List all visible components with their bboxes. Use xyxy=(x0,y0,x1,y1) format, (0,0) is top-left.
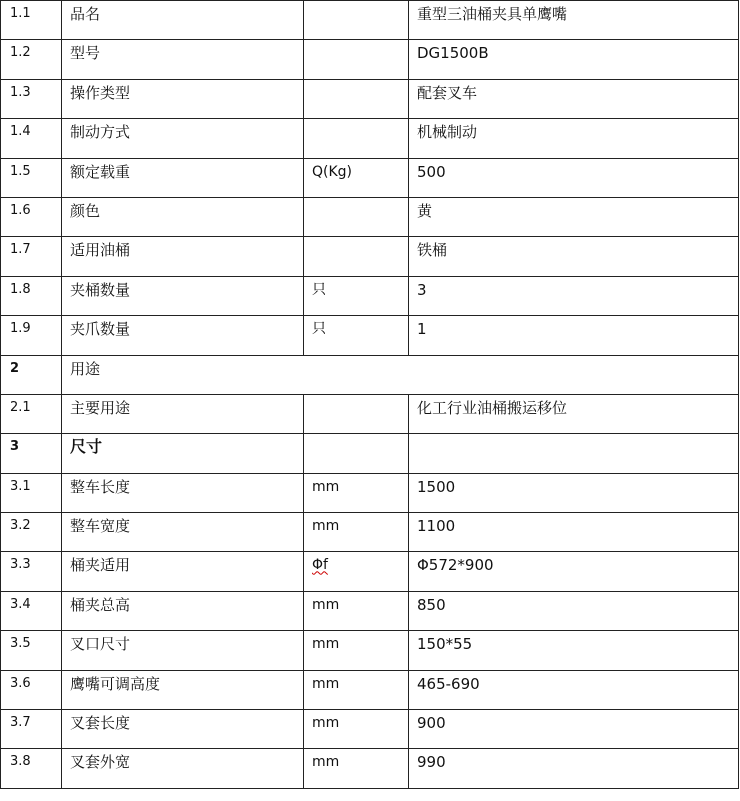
unit-cell-text: mm xyxy=(312,478,340,495)
item-name-cell xyxy=(62,434,304,473)
item-name-cell-text: 叉套外宽 xyxy=(70,753,131,772)
value-cell xyxy=(409,749,739,788)
value-cell-text: 配套叉车 xyxy=(417,83,478,102)
item-name-cell xyxy=(62,276,304,315)
value-cell xyxy=(409,670,739,709)
value-cell-text: 重型三油桶夹具单鹰嘴 xyxy=(417,5,568,23)
item-name-cell xyxy=(62,591,304,630)
table-row xyxy=(1,670,739,709)
item-number-cell-text: 3.4 xyxy=(10,596,31,612)
item-number-cell xyxy=(1,631,62,670)
unit-cell xyxy=(304,552,409,591)
unit-cell-text: mm xyxy=(312,596,340,613)
unit-cell xyxy=(304,473,409,512)
item-number-cell-text: 1.2 xyxy=(10,45,31,61)
item-name-cell xyxy=(62,158,304,197)
item-number-cell-text: 1.8 xyxy=(10,281,31,297)
item-name-cell xyxy=(62,710,304,749)
item-number-cell xyxy=(1,513,62,552)
item-number-cell xyxy=(1,394,62,433)
unit-cell xyxy=(304,749,409,788)
unit-cell-text: mm xyxy=(312,636,340,653)
value-cell xyxy=(409,631,739,670)
value-cell-text: 150*55 xyxy=(417,635,473,654)
value-cell-text: 铁桶 xyxy=(417,241,448,260)
item-name-cell-text: 品名 xyxy=(70,5,101,23)
item-number-cell-text: 1.1 xyxy=(10,6,31,21)
item-name-cell-text: 整车长度 xyxy=(70,477,131,496)
item-name-cell xyxy=(62,237,304,276)
value-cell-text: 3 xyxy=(417,280,427,299)
item-name-cell-text: 整车宽度 xyxy=(70,517,131,536)
item-name-cell-text: 鹰嘴可调高度 xyxy=(70,674,161,693)
table-row xyxy=(1,434,739,473)
item-number-cell-text: 3.1 xyxy=(10,478,31,494)
item-number-cell-text: 1.6 xyxy=(10,202,31,218)
item-name-cell xyxy=(62,670,304,709)
value-cell xyxy=(409,1,739,40)
item-number-cell xyxy=(1,158,62,197)
item-name-cell xyxy=(62,79,304,118)
value-cell-text: DG1500B xyxy=(417,44,489,63)
unit-cell xyxy=(304,394,409,433)
item-number-cell-text: 3 xyxy=(10,439,20,455)
unit-cell-text: mm xyxy=(312,675,340,692)
table-row xyxy=(1,473,739,512)
table-row xyxy=(1,119,739,158)
item-number-cell xyxy=(1,473,62,512)
value-cell-text: 机械制动 xyxy=(417,123,478,142)
value-cell xyxy=(409,394,739,433)
item-name-cell-text: 主要用途 xyxy=(70,398,131,417)
item-number-cell xyxy=(1,197,62,236)
item-name-cell-text: 夹桶数量 xyxy=(70,280,131,299)
item-name-cell-text: 颜色 xyxy=(70,201,101,220)
unit-cell-text: 只 xyxy=(312,281,326,298)
value-cell xyxy=(409,473,739,512)
value-cell-text: 500 xyxy=(417,162,446,181)
table-row xyxy=(1,591,739,630)
table-row xyxy=(1,237,739,276)
item-number-cell-text: 1.7 xyxy=(10,242,31,258)
item-name-cell-text: 适用油桶 xyxy=(70,241,131,260)
item-name-cell xyxy=(62,40,304,79)
value-cell-text: 990 xyxy=(417,753,446,772)
item-number-cell xyxy=(1,355,62,394)
value-cell xyxy=(409,591,739,630)
value-cell-text: 黄 xyxy=(417,201,433,220)
unit-cell xyxy=(304,237,409,276)
table-row xyxy=(1,1,739,40)
item-name-cell-text: 型号 xyxy=(70,44,101,63)
unit-cell xyxy=(304,316,409,355)
item-number-cell xyxy=(1,434,62,473)
unit-cell-text: mm xyxy=(312,754,340,771)
item-number-cell xyxy=(1,552,62,591)
item-name-cell-text: 桶夹适用 xyxy=(70,556,131,575)
table-row xyxy=(1,40,739,79)
item-number-cell xyxy=(1,670,62,709)
table-row xyxy=(1,79,739,118)
item-name-cell-text: 制动方式 xyxy=(70,123,131,142)
value-cell xyxy=(409,513,739,552)
value-cell xyxy=(409,276,739,315)
item-number-cell-text: 1.3 xyxy=(10,84,31,100)
unit-cell xyxy=(304,710,409,749)
item-name-cell xyxy=(62,552,304,591)
item-name-cell-text: 操作类型 xyxy=(70,83,131,102)
value-cell xyxy=(409,79,739,118)
item-number-cell xyxy=(1,237,62,276)
item-number-cell-text: 3.8 xyxy=(10,754,31,770)
item-number-cell-text: 3.3 xyxy=(10,557,31,573)
item-name-cell-text: 叉口尺寸 xyxy=(70,635,131,654)
unit-cell xyxy=(304,79,409,118)
item-number-cell-text: 1.5 xyxy=(10,163,31,179)
unit-cell xyxy=(304,513,409,552)
value-cell xyxy=(409,119,739,158)
unit-cell xyxy=(304,276,409,315)
table-row xyxy=(1,394,739,433)
value-cell xyxy=(409,158,739,197)
item-name-cell-text: 桶夹总高 xyxy=(70,595,131,614)
unit-cell-text: Q(Kg) xyxy=(312,163,353,180)
item-number-cell-text: 1.9 xyxy=(10,321,31,337)
value-cell xyxy=(409,434,739,473)
item-name-cell xyxy=(62,119,304,158)
value-cell xyxy=(409,237,739,276)
table-row xyxy=(1,749,739,788)
item-name-cell-text: 用途 xyxy=(70,359,101,378)
value-cell-text: 850 xyxy=(417,595,446,614)
unit-cell-text: mm xyxy=(312,715,340,732)
table-row xyxy=(1,197,739,236)
unit-cell xyxy=(304,1,409,40)
item-number-cell xyxy=(1,710,62,749)
unit-cell xyxy=(304,197,409,236)
item-number-cell-text: 2.1 xyxy=(10,399,31,415)
item-number-cell xyxy=(1,276,62,315)
value-cell-text: Φ572*900 xyxy=(417,556,494,575)
unit-cell xyxy=(304,158,409,197)
item-number-cell xyxy=(1,1,62,40)
item-number-cell xyxy=(1,591,62,630)
unit-cell xyxy=(304,40,409,79)
item-name-cell-text: 额定载重 xyxy=(70,162,131,181)
item-number-cell-text: 1.4 xyxy=(10,124,31,140)
table-row xyxy=(1,552,739,591)
item-number-cell-text: 3.6 xyxy=(10,675,31,691)
value-cell xyxy=(409,552,739,591)
unit-cell xyxy=(304,434,409,473)
value-cell xyxy=(409,710,739,749)
unit-cell-text: mm xyxy=(312,518,340,535)
value-cell-text: 1100 xyxy=(417,517,456,536)
item-name-cell xyxy=(62,473,304,512)
table-row xyxy=(1,513,739,552)
item-number-cell-text: 2 xyxy=(10,360,20,376)
item-name-cell xyxy=(62,631,304,670)
item-number-cell-text: 3.7 xyxy=(10,715,31,731)
item-number-cell xyxy=(1,119,62,158)
value-cell-text: 900 xyxy=(417,714,446,733)
value-cell xyxy=(409,316,739,355)
value-cell-text: 1500 xyxy=(417,477,456,496)
item-number-cell-text: 3.5 xyxy=(10,636,31,652)
table-row xyxy=(1,631,739,670)
item-name-cell xyxy=(62,197,304,236)
item-name-cell xyxy=(62,316,304,355)
item-name-cell-text: 尺寸 xyxy=(70,437,103,457)
unit-cell-text: Φf xyxy=(312,557,328,574)
table-row xyxy=(1,158,739,197)
value-cell-text: 化工行业油桶搬运移位 xyxy=(417,398,568,417)
value-cell-text: 1 xyxy=(417,320,427,339)
value-cell xyxy=(409,40,739,79)
table-row xyxy=(1,276,739,315)
unit-cell xyxy=(304,119,409,158)
value-cell xyxy=(409,197,739,236)
item-number-cell xyxy=(1,749,62,788)
item-number-cell-text: 3.2 xyxy=(10,518,31,534)
item-name-cell xyxy=(62,513,304,552)
item-number-cell xyxy=(1,316,62,355)
item-number-cell xyxy=(1,40,62,79)
item-name-cell xyxy=(62,749,304,788)
unit-cell xyxy=(304,591,409,630)
unit-cell xyxy=(304,631,409,670)
item-number-cell xyxy=(1,79,62,118)
item-name-cell xyxy=(62,1,304,40)
item-name-cell xyxy=(62,394,304,433)
unit-cell xyxy=(304,670,409,709)
table-row xyxy=(1,710,739,749)
table-row xyxy=(1,355,739,394)
table-row xyxy=(1,316,739,355)
item-name-cell-text: 夹爪数量 xyxy=(70,320,131,339)
item-name-cell-text: 叉套长度 xyxy=(70,714,131,733)
item-name-cell xyxy=(62,355,739,394)
unit-cell-text: 只 xyxy=(312,321,326,338)
value-cell-text: 465-690 xyxy=(417,674,480,693)
